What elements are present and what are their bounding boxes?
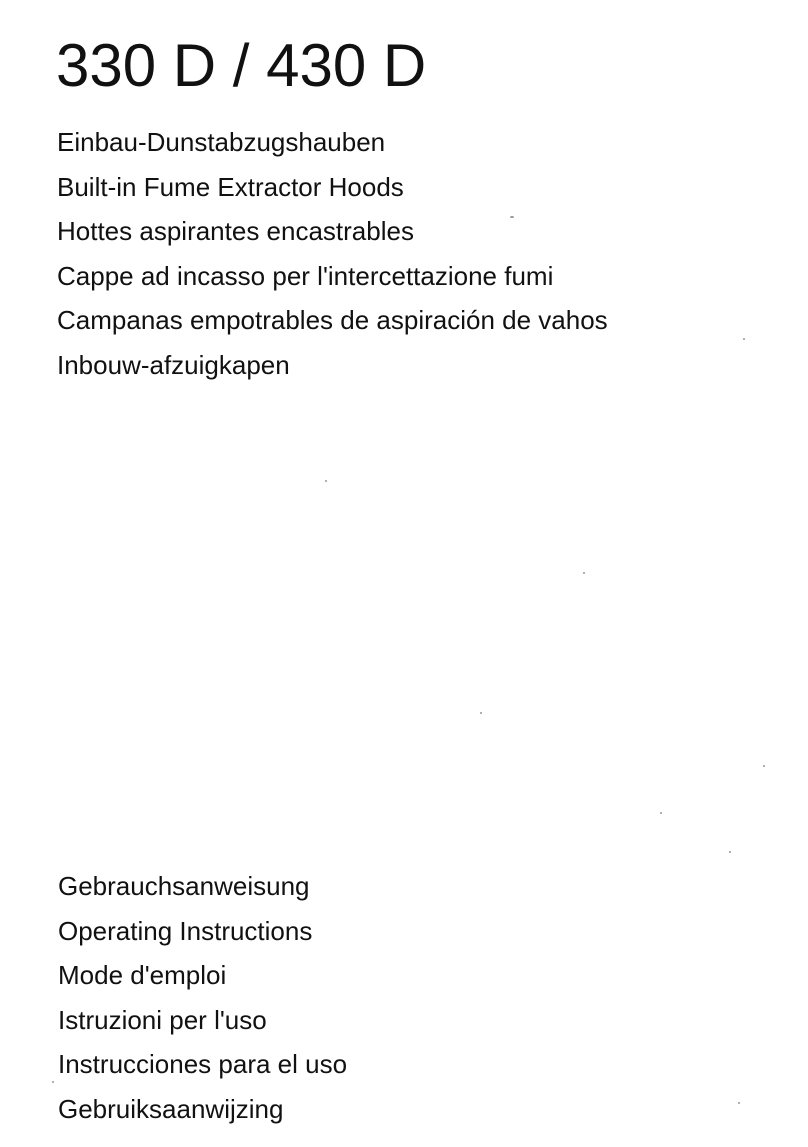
scan-speck <box>480 712 482 714</box>
product-name-fr: Hottes aspirantes encastrables <box>57 216 414 246</box>
scan-speck <box>738 1102 740 1104</box>
scan-speck <box>743 338 745 340</box>
instructions-label-nl: Gebruiksaanwijzing <box>58 1093 284 1124</box>
product-name-de: Einbau-Dunstabzugshauben <box>57 127 386 157</box>
product-name-it: Cappe ad incasso per l'intercettazione fumi <box>57 260 554 291</box>
product-name-nl: Inbouw-afzuigkapen <box>57 349 290 380</box>
scan-speck <box>325 480 327 482</box>
instructions-label-en: Operating Instructions <box>58 915 313 946</box>
scan-speck <box>729 851 731 853</box>
scan-speck <box>763 765 765 767</box>
product-name-en: Built-in Fume Extractor Hoods <box>57 171 404 202</box>
scan-speck <box>583 572 585 574</box>
model-title: 330 D / 430 D <box>56 32 427 99</box>
instructions-label-es: Instrucciones para el uso <box>58 1049 348 1079</box>
instructions-label-list <box>58 870 347 1137</box>
scan-speck <box>660 812 662 814</box>
scan-speck <box>510 216 514 218</box>
product-name-es: Campanas empotrables de aspiración de vahos <box>57 305 608 335</box>
product-name-list <box>57 126 697 393</box>
instructions-label-it: Istruzioni per l'uso <box>58 1004 267 1035</box>
instructions-label-de: Gebrauchsanweisung <box>58 871 310 901</box>
scan-speck <box>52 1081 54 1083</box>
instructions-label-fr: Mode d'emploi <box>58 960 227 990</box>
